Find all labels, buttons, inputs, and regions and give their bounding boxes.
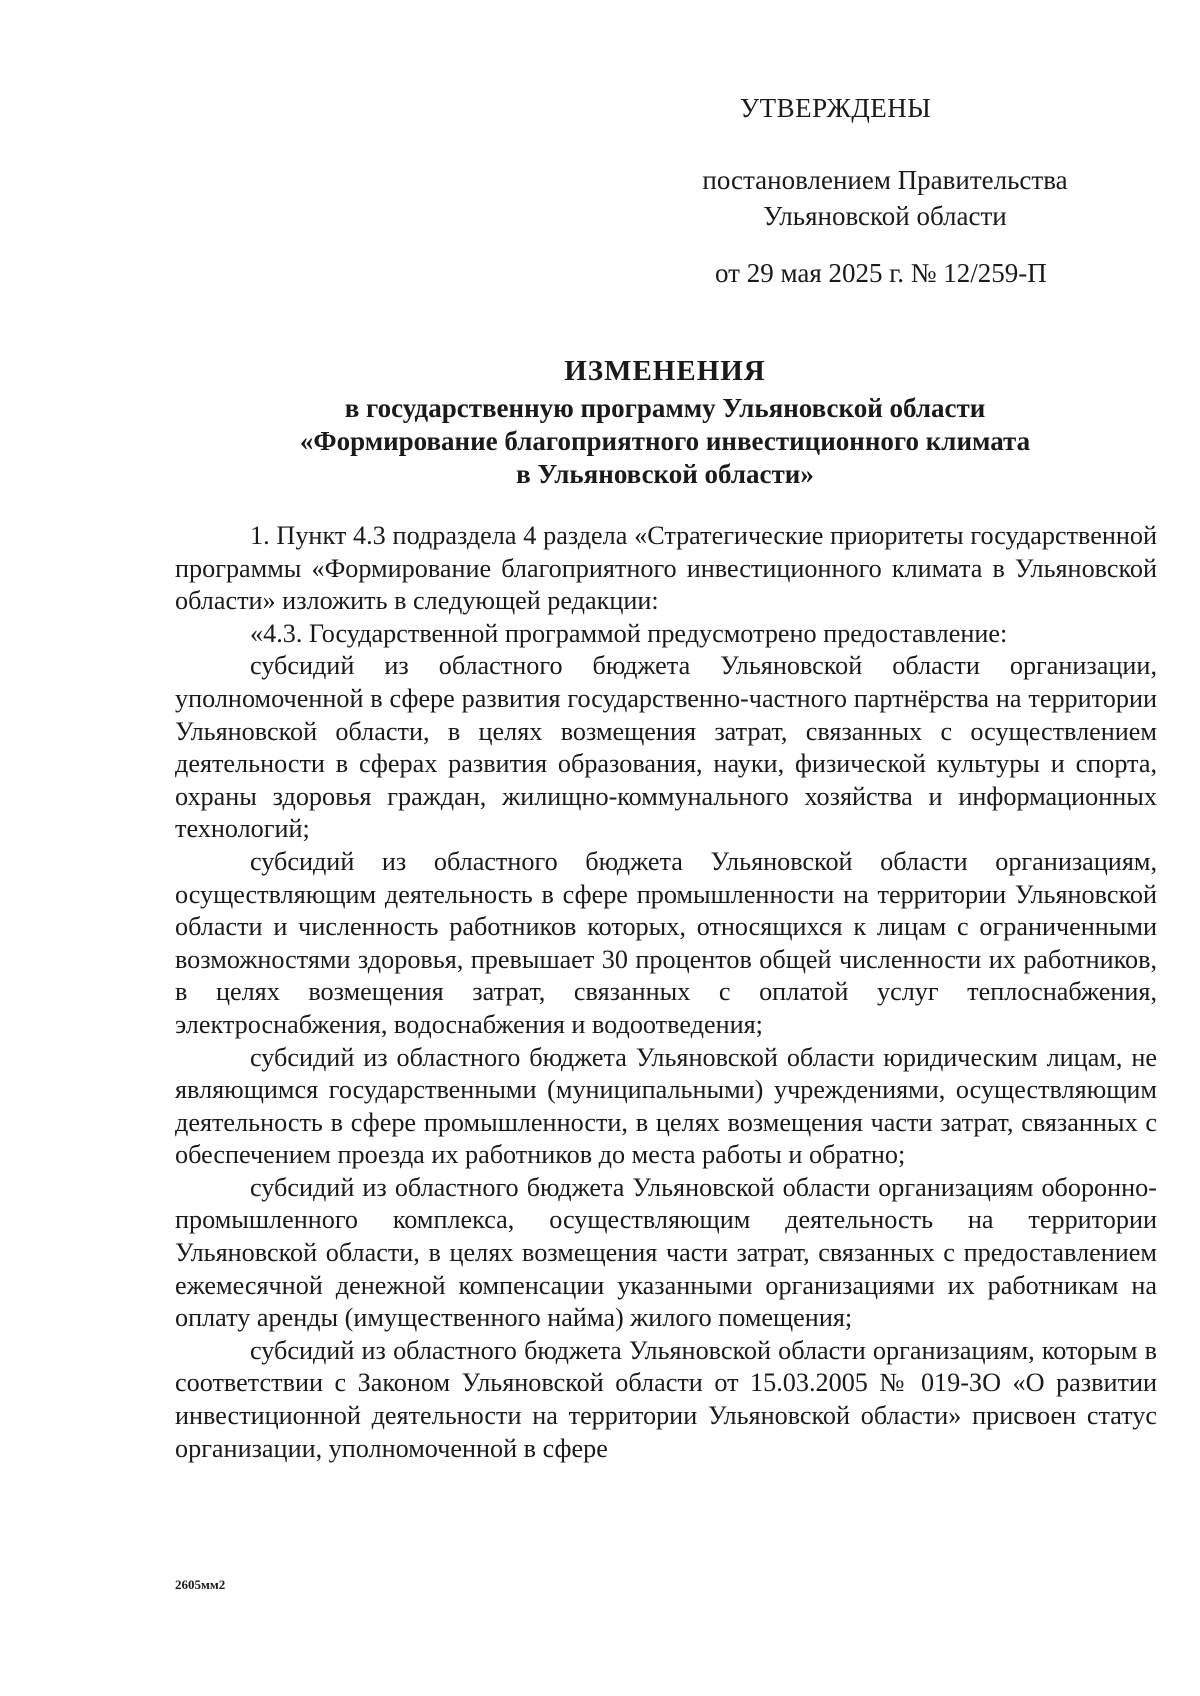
paragraph-subsidy-disabled-workers: субсидий из областного бюджета Ульяновской области организациям, осуществляющим деятельность в сфере промышленности на территории Ульяновской области и численность работников которых, относящихся к лицам с ограниченными возможностями здоровья, превышает 30 процентов общей численности их работников, в целях возмещения затрат, связанных с оплатой услуг теплоснабжения, электроснабжения, водоснабжения и водоотведения; xyxy=(175,846,1157,1039)
paragraph-item-1: 1. Пункт 4.3 подраздела 4 раздела «Стратегические приоритеты государственной программы «Формирование благоприятного инвестиционного климата в Ульяновской области» изложить в следующей редакции: xyxy=(175,521,1157,616)
document-subtitle-line-3: в Ульяновской области» xyxy=(516,459,814,489)
resolution-reference xyxy=(685,162,1085,234)
paragraph-subsidy-investment-org: субсидий из областного бюджета Ульяновской области организациям, которым в соответствии с Законом Ульяновской области от 15.03.2005 № 019-ЗО «О развитии инвестиционной деятельности на территории Ульяновской области» присвоен статус организации, уполномоченной в сфере xyxy=(175,1335,1157,1463)
document-header xyxy=(175,355,1155,491)
document-subtitle-line-1: в государственную программу Ульяновской области xyxy=(344,393,986,423)
paragraph-subsidy-ppp: субсидий из областного бюджета Ульяновской области организации, уполномоченной в сфере развития государственно-частного партнёрства на территории Ульяновской области, в целях возмещения затрат, связанных с осуществлением деятельности в сферах развития образования, науки, физической культуры и спорта, охраны здоровья граждан, жилищно-коммунального хозяйства и информационных технологий; xyxy=(175,651,1157,844)
resolution-line-1: постановлением Правительства xyxy=(702,165,1068,195)
paragraph-subsidy-transport: субсидий из областного бюджета Ульяновской области юридическим лицам, не являющимся государственными (муниципальными) учреждениями, осуществляющим деятельность в сфере промышленности, в целях возмещения части затрат, связанных с обеспечением проезда их работников до места работы и обратно; xyxy=(175,1042,1157,1170)
document-body xyxy=(175,520,1157,1465)
paragraph-subsidy-defense-housing: субсидий из областного бюджета Ульяновской области организациям оборонно-промышленного комплекса, осуществляющим деятельность на территории Ульяновской области, в целях возмещения части затрат, связанных с предоставлением ежемесячной денежной компенсации указанными организациями их работникам на оплату аренды (имущественного найма) жилого помещения; xyxy=(175,1172,1157,1333)
document-title: ИЗМЕНЕНИЯ xyxy=(564,355,766,387)
resolution-date-number: от 29 мая 2025 г. № 12/259-П xyxy=(715,258,1047,288)
approved-label: УТВЕРЖДЕНЫ xyxy=(740,93,932,123)
paragraph-clause-4-3: «4.3. Государственной программой предусмотрено предоставление: xyxy=(250,618,1008,648)
footer-document-code: 2605мм2 xyxy=(175,1577,226,1592)
resolution-line-2: Ульяновской области xyxy=(763,201,1007,231)
document-subtitle-line-2: «Формирование благоприятного инвестиционного климата xyxy=(299,426,1031,456)
